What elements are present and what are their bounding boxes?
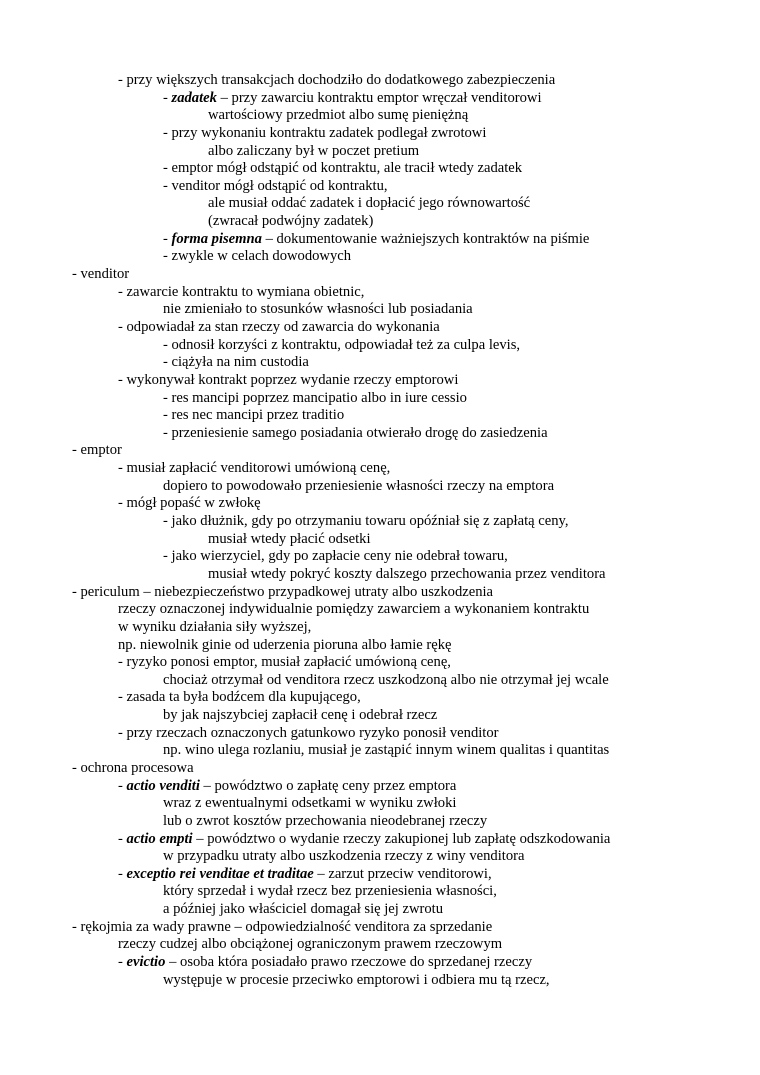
line-text: - venditor xyxy=(72,266,130,283)
line-text: np. wino ulega rozlaniu, musiał je zastąpić innym winem qualitas i quantitas xyxy=(163,742,610,759)
line-text: - zwykle w celach dowodowych xyxy=(163,248,352,265)
text-line xyxy=(0,672,760,690)
line-text: np. niewolnik ginie od uderzenia pioruna albo łamie rękę xyxy=(118,636,452,653)
line-text: - jako wierzyciel, gdy po zapłacie ceny nie odebrał towaru, xyxy=(163,548,508,565)
line-text: - rękojmia za wady prawne – odpowiedzialność venditora za sprzedanie xyxy=(72,918,493,935)
line-text: w przypadku utraty albo uszkodzenia rzeczy z winy venditora xyxy=(163,848,525,865)
line-text: by jak najszybciej zapłacił cenę i odebrał rzecz xyxy=(163,707,438,724)
text-line xyxy=(0,707,760,725)
line-text: – dokumentowanie ważniejszych kontraktów na piśmie xyxy=(261,230,590,247)
text-line xyxy=(0,795,760,813)
line-text: - zasada ta była bodźcem dla kupującego, xyxy=(118,689,361,706)
text-line xyxy=(0,213,760,231)
text-line xyxy=(0,619,760,637)
line-text: - zawarcie kontraktu to wymiana obietnic, xyxy=(118,283,365,300)
text-line xyxy=(0,637,760,655)
latin-term: forma pisemna xyxy=(171,230,262,247)
text-line xyxy=(0,778,760,796)
line-text: - przy rzeczach oznaczonych gatunkowo ryzyko ponosił venditor xyxy=(118,724,499,741)
text-line xyxy=(0,125,760,143)
text-line xyxy=(0,248,760,266)
bullet-prefix: - xyxy=(118,830,127,847)
latin-term: actio empti xyxy=(126,830,193,847)
line-text: – przy zawarciu kontraktu emptor wręczał venditorowi xyxy=(216,89,542,106)
latin-term: actio venditi xyxy=(126,777,200,794)
text-line xyxy=(0,442,760,460)
line-text: - ryzyko ponosi emptor, musiał zapłacić umówioną cenę, xyxy=(118,654,451,671)
text-line xyxy=(0,760,760,778)
latin-term: exceptio rei venditae et traditae xyxy=(126,865,314,882)
text-line xyxy=(0,548,760,566)
line-text: wartościowy przedmiot albo sumę pieniężną xyxy=(208,107,469,124)
bullet-prefix: - xyxy=(163,230,172,247)
text-line xyxy=(0,883,760,901)
line-text: - przy większych transakcjach dochodziło do dodatkowego zabezpieczenia xyxy=(118,72,556,88)
line-text: rzeczy cudzej albo obciążonej ograniczonym prawem rzeczowym xyxy=(118,936,503,953)
line-text: ale musiał oddać zadatek i dopłacić jego równowartość xyxy=(208,195,531,212)
line-text: który sprzedał i wydał rzecz bez przeniesienia własności, xyxy=(163,883,497,900)
line-text: - periculum – niebezpieczeństwo przypadkowej utraty albo uszkodzenia xyxy=(72,583,494,600)
line-text: musiał wtedy płacić odsetki xyxy=(208,530,371,547)
text-line xyxy=(0,689,760,707)
line-text: dopiero to powodowało przeniesienie własności rzeczy na emptora xyxy=(163,477,555,494)
text-line xyxy=(0,178,760,196)
text-line xyxy=(0,478,760,496)
line-text: - emptor xyxy=(72,442,122,459)
text-line xyxy=(0,319,760,337)
text-line xyxy=(0,566,760,584)
line-text: wraz z ewentualnymi odsetkami w wyniku zwłoki xyxy=(163,795,457,812)
bullet-prefix: - xyxy=(118,865,127,882)
text-line xyxy=(0,337,760,355)
line-text: – powództwo o wydanie rzeczy zakupionej lub zapłatę odszkodowania xyxy=(192,830,611,847)
text-line xyxy=(0,654,760,672)
line-text: lub o zwrot kosztów przechowania nieodebranej rzeczy xyxy=(163,812,488,829)
text-line xyxy=(0,584,760,602)
text-line xyxy=(0,195,760,213)
text-line xyxy=(0,848,760,866)
text-line xyxy=(0,866,760,884)
text-line xyxy=(0,936,760,954)
text-line xyxy=(0,143,760,161)
text-line xyxy=(0,601,760,619)
line-text: - mógł popaść w zwłokę xyxy=(118,495,261,512)
text-line xyxy=(0,90,760,108)
line-text: - ochrona procesowa xyxy=(72,759,194,776)
text-line xyxy=(0,407,760,425)
text-line xyxy=(0,231,760,249)
line-text: chociaż otrzymał od venditora rzecz uszkodzoną albo nie otrzymał jej wcale xyxy=(163,671,609,688)
line-text: nie zmieniało to stosunków własności lub posiadania xyxy=(163,301,473,318)
text-line xyxy=(0,919,760,937)
line-text: rzeczy oznaczonej indywidualnie pomiędzy zawarciem a wykonaniem kontraktu xyxy=(118,601,590,618)
line-text: (zwracał podwójny zadatek) xyxy=(208,213,374,230)
text-line xyxy=(0,284,760,302)
line-text: – zarzut przeciw venditorowi, xyxy=(313,865,492,882)
text-line xyxy=(0,495,760,513)
text-line xyxy=(0,725,760,743)
line-text: - res nec mancipi przez traditio xyxy=(163,407,345,424)
text-line xyxy=(0,531,760,549)
text-line xyxy=(0,901,760,919)
line-text: - odnosił korzyści z kontraktu, odpowiadał też za culpa levis, xyxy=(163,336,521,353)
latin-term: zadatek xyxy=(171,89,217,106)
line-text: – osoba która posiadało prawo rzeczowe do sprzedanej rzeczy xyxy=(165,954,533,971)
text-line xyxy=(0,266,760,284)
line-text: - wykonywał kontrakt poprzez wydanie rzeczy emptorowi xyxy=(118,371,459,388)
line-text: a później jako właściciel domagał się jej zwrotu xyxy=(163,901,444,918)
bullet-prefix: - xyxy=(163,89,172,106)
line-text: albo zaliczany był w poczet pretium xyxy=(208,142,420,159)
line-text: – powództwo o zapłatę ceny przez emptora xyxy=(199,777,457,794)
line-text: - przy wykonaniu kontraktu zadatek podlegał zwrotowi xyxy=(163,124,487,141)
text-line xyxy=(0,831,760,849)
text-line xyxy=(0,160,760,178)
line-text: - musiał zapłacić venditorowi umówioną cenę, xyxy=(118,460,391,477)
text-line xyxy=(0,425,760,443)
line-text: musiał wtedy pokryć koszty dalszego przechowania przez venditora xyxy=(208,565,606,582)
line-text: - przeniesienie samego posiadania otwierało drogę do zasiedzenia xyxy=(163,424,548,441)
latin-term: evictio xyxy=(126,954,166,971)
text-line xyxy=(0,513,760,531)
document-page xyxy=(0,72,760,989)
text-line xyxy=(0,301,760,319)
text-line xyxy=(0,954,760,972)
line-text: występuje w procesie przeciwko emptorowi i odbiera mu tą rzecz, xyxy=(163,971,550,988)
line-text: - ciążyła na nim custodia xyxy=(163,354,309,371)
line-text: - venditor mógł odstąpić od kontraktu, xyxy=(163,177,388,194)
text-line xyxy=(0,972,760,990)
text-line xyxy=(0,742,760,760)
text-line xyxy=(0,460,760,478)
text-line xyxy=(0,354,760,372)
text-line xyxy=(0,372,760,390)
line-text: - emptor mógł odstąpić od kontraktu, ale tracił wtedy zadatek xyxy=(163,160,523,177)
text-line xyxy=(0,390,760,408)
text-line xyxy=(0,107,760,125)
bullet-prefix: - xyxy=(118,954,127,971)
line-text: - odpowiadał za stan rzeczy od zawarcia do wykonania xyxy=(118,318,440,335)
line-text: - jako dłużnik, gdy po otrzymaniu towaru opóźniał się z zapłatą ceny, xyxy=(163,513,569,530)
line-text: w wyniku działania siły wyższej, xyxy=(118,618,312,635)
bullet-prefix: - xyxy=(118,777,127,794)
text-line xyxy=(0,72,760,90)
text-line xyxy=(0,813,760,831)
line-text: - res mancipi poprzez mancipatio albo in iure cessio xyxy=(163,389,467,406)
